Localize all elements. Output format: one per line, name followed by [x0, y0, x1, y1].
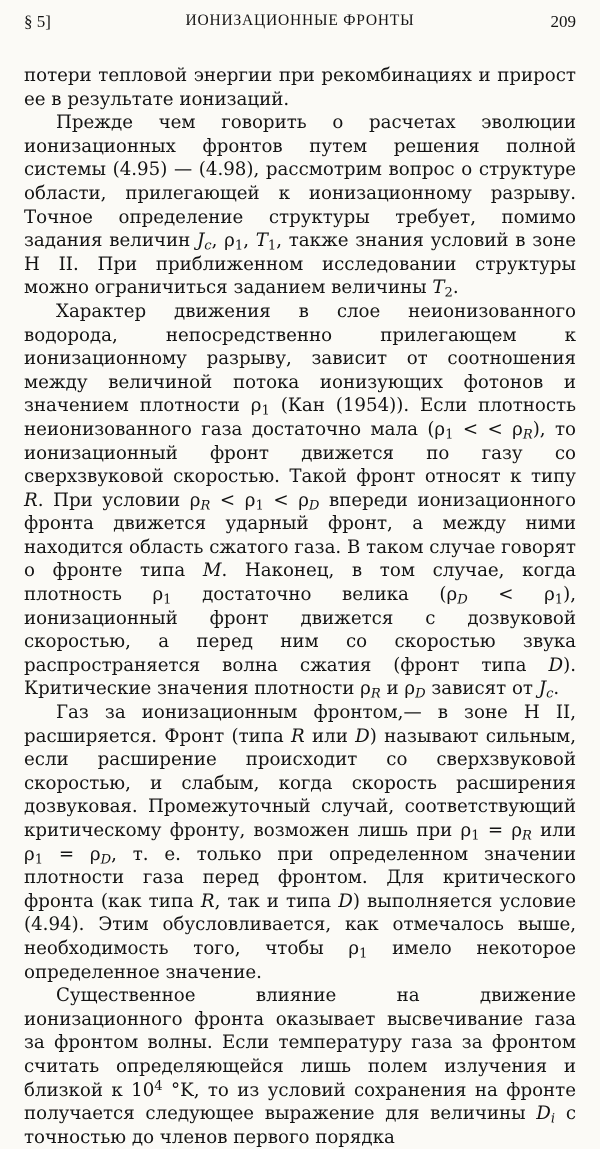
running-title: ИОНИЗАЦИОННЫЕ ФРОНТЫ — [185, 12, 415, 29]
body-text — [24, 64, 576, 1149]
paragraph-3: Характер движения в слое неионизованного водорода, непосредственно прилегающем к ионизационному разрыву, зависит от соотношения между величиной потока ионизующих фотонов и значением плотности $\rho_1$ (Кан (1954)). Если плотность неионизованного газа достаточно мала ($\rho_1$ < < $\rho_R$), то ионизационный фронт движется по газу со сверхзвуковой скоростью. Такой фронт относят к типу R. При условии $\rho_R < \rho_1 < \rho_D$ впереди ионизационного фронта движется ударный фронт, а между ними находится область сжатого газа. В таком случае говорят о фронте типа M. Наконец, в том случае, когда плотность $\rho_1$ достаточно велика $(\rho_D < \rho_1)$, ионизационный фронт движется с дозвуковой скоростью, а перед ним со скоростью звука распространяется волна сжатия (фронт типа D). Критические значения плотности $\rho_R$ и $\rho_D$ зависят от $J_c$. — [24, 300, 576, 702]
paragraph-2: Прежде чем говорить о расчетах эволюции ионизационных фронтов путем решения полной системы (4.95) — (4.98), рассмотрим вопрос о структуре области, прилегающей к ионизационному разрыву. Точное определение структуры требует, помимо задания величин $J_c$, $\rho_1$, $T_1$, также знания условий в зоне H II. При приближенном исследовании структуры можно ограничиться заданием величины $T_2$. — [24, 112, 576, 301]
running-header — [24, 12, 576, 36]
section-mark: § 5] — [24, 12, 51, 31]
paragraph-4: Газ за ионизационным фронтом,— в зоне H II, расширяется. Фронт (типа R или D) называют сильным, если расширение происходит со сверхзвуковой скоростью, и слабым, когда скорость расширения дозвуковая. Промежуточный случай, соответствующий критическому фронту, возможен лишь при $\rho_1 = \rho_R$ или $\rho_1 = \rho_D$, т. е. только при определенном значении плотности газа перед фронтом. Для критического фронта (как типа R, так и типа D) выполняется условие (4.94). Этим обусловливается, как отмечалось выше, необходимость того, чтобы $\rho_1$ имело некоторое определенное значение. — [24, 702, 576, 983]
page-number: 209 — [550, 12, 576, 31]
paragraph-5: Существенное влияние на движение ионизационного фронта оказывает высвечивание газа за фронтом волны. Если температуру газа за фронтом считать определяющейся лишь полем излучения и близкой к $10^4$ °K, то из условий сохранения на фронте получается следующее выражение для величины $D_i$ с точностью до членов первого порядка — [24, 985, 576, 1148]
paragraph-1: потери тепловой энергии при рекомбинациях и прирост ее в результате ионизаций. — [24, 65, 576, 110]
